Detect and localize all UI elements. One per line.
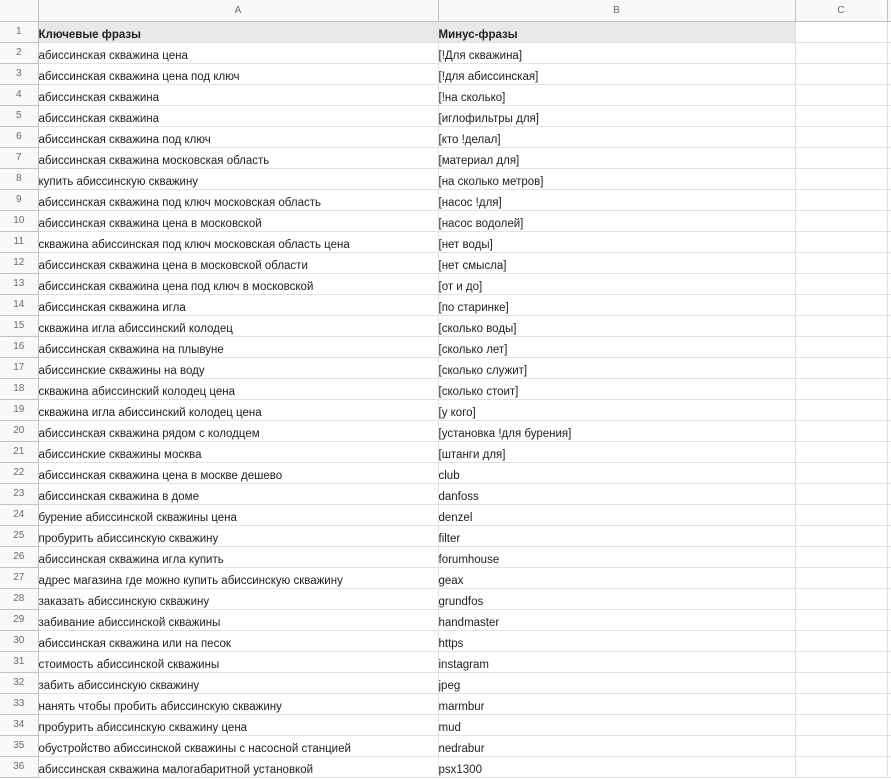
cell-minus-phrase[interactable]: danfoss — [438, 483, 795, 504]
cell-keyword[interactable]: скважина абиссинская под ключ московская область цена — [38, 231, 438, 252]
cell-minus-phrase[interactable]: [на сколько метров] — [438, 168, 795, 189]
cell-filler — [887, 483, 891, 504]
cell-filler — [887, 609, 891, 630]
cell-empty[interactable] — [795, 651, 887, 672]
cell-keyword[interactable]: абиссинская скважина цена — [38, 42, 438, 63]
cell-minus-phrase[interactable]: denzel — [438, 504, 795, 525]
cell-keyword[interactable]: обустройство абиссинской скважины с насосной станцией — [38, 735, 438, 756]
table-row — [0, 441, 891, 462]
table-row — [0, 378, 891, 399]
cell-empty[interactable] — [795, 315, 887, 336]
cell-empty[interactable] — [795, 189, 887, 210]
cell-filler — [887, 105, 891, 126]
column-header-c[interactable]: C — [795, 0, 887, 21]
cell-empty[interactable] — [795, 210, 887, 231]
table-row — [0, 651, 891, 672]
cell-keyword[interactable]: скважина игла абиссинский колодец цена — [38, 399, 438, 420]
cell-keyword[interactable]: абиссинская скважина московская область — [38, 147, 438, 168]
cell-keyword[interactable]: стоимость абиссинской скважины — [38, 651, 438, 672]
cell-empty[interactable] — [795, 168, 887, 189]
table-row — [0, 273, 891, 294]
cell-minus-phrase[interactable]: [сколько стоит] — [438, 378, 795, 399]
table-row — [0, 84, 891, 105]
cell-minus-phrase[interactable]: [насос водолей] — [438, 210, 795, 231]
row-header[interactable]: 17 — [0, 357, 38, 378]
cell-filler — [887, 546, 891, 567]
table-row — [0, 315, 891, 336]
table-row — [0, 105, 891, 126]
cell-keyword[interactable]: абиссинская скважина цена под ключ — [38, 63, 438, 84]
row-header[interactable]: 36 — [0, 756, 38, 777]
cell-filler — [887, 252, 891, 273]
cell-keyword[interactable]: абиссинская скважина игла купить — [38, 546, 438, 567]
cell-keyword[interactable]: забивание абиссинской скважины — [38, 609, 438, 630]
cell-minus-phrase[interactable]: nedrabur — [438, 735, 795, 756]
cell-empty[interactable] — [795, 231, 887, 252]
cell-filler — [887, 42, 891, 63]
cell-minus-phrase[interactable]: [сколько лет] — [438, 336, 795, 357]
cell-minus-phrase[interactable]: [!Для скважина] — [438, 42, 795, 63]
cell-minus-phrase[interactable]: [иглофильтры для] — [438, 105, 795, 126]
cell-empty[interactable] — [795, 735, 887, 756]
row-header[interactable]: 1 — [0, 21, 38, 42]
table-row — [0, 147, 891, 168]
row-header[interactable]: 32 — [0, 672, 38, 693]
cell-minus-phrase[interactable]: [сколько служит] — [438, 357, 795, 378]
table-row — [0, 756, 891, 777]
cell-keyword[interactable]: абиссинская скважина игла — [38, 294, 438, 315]
row-header[interactable]: 2 — [0, 42, 38, 63]
table-row — [0, 189, 891, 210]
row-header[interactable]: 21 — [0, 441, 38, 462]
row-header[interactable]: 5 — [0, 105, 38, 126]
cell-minus-phrase[interactable]: [материал для] — [438, 147, 795, 168]
row-header[interactable]: 8 — [0, 168, 38, 189]
cell-empty[interactable] — [795, 357, 887, 378]
cell-filler — [887, 378, 891, 399]
cell-minus-phrase[interactable]: handmaster — [438, 609, 795, 630]
column-header-filler — [887, 0, 891, 21]
cell-filler — [887, 147, 891, 168]
cell-filler — [887, 399, 891, 420]
cell-minus-phrase[interactable]: [штанги для] — [438, 441, 795, 462]
row-header[interactable]: 24 — [0, 504, 38, 525]
cell-keyword[interactable]: скважина абиссинский колодец цена — [38, 378, 438, 399]
row-header[interactable]: 30 — [0, 630, 38, 651]
column-header-b[interactable]: B — [438, 0, 795, 21]
row-header[interactable]: 25 — [0, 525, 38, 546]
row-header[interactable]: 4 — [0, 84, 38, 105]
cell-filler — [887, 714, 891, 735]
cell-filler — [887, 21, 891, 42]
table-row — [0, 567, 891, 588]
cell-keyword[interactable]: абиссинская скважина — [38, 105, 438, 126]
cell-keyword[interactable]: абиссинская скважина — [38, 84, 438, 105]
cell-filler — [887, 693, 891, 714]
cell-filler — [887, 336, 891, 357]
cell-filler — [887, 567, 891, 588]
cell-filler — [887, 63, 891, 84]
row-header[interactable]: 29 — [0, 609, 38, 630]
cell-empty[interactable] — [795, 441, 887, 462]
row-header[interactable]: 9 — [0, 189, 38, 210]
cell-keyword[interactable]: абиссинские скважины на воду — [38, 357, 438, 378]
row-header[interactable]: 13 — [0, 273, 38, 294]
cell-empty[interactable] — [795, 105, 887, 126]
table-row — [0, 21, 891, 42]
cell-filler — [887, 210, 891, 231]
table-row — [0, 462, 891, 483]
cell-filler — [887, 588, 891, 609]
cell-empty[interactable] — [795, 420, 887, 441]
table-row — [0, 357, 891, 378]
cell-minus-phrase[interactable]: club — [438, 462, 795, 483]
row-header[interactable]: 16 — [0, 336, 38, 357]
cell-minus-phrase[interactable]: [насос !для] — [438, 189, 795, 210]
cell-filler — [887, 504, 891, 525]
cell-keyword[interactable]: адрес магазина где можно купить абиссинскую скважину — [38, 567, 438, 588]
cell-minus-phrase[interactable]: instagram — [438, 651, 795, 672]
cell-filler — [887, 168, 891, 189]
column-header-row — [0, 0, 891, 21]
cell-keyword[interactable]: абиссинская скважина под ключ — [38, 126, 438, 147]
cell-empty[interactable] — [795, 84, 887, 105]
cell-empty[interactable] — [795, 546, 887, 567]
cell-keyword[interactable]: забить абиссинскую скважину — [38, 672, 438, 693]
cell-header-minus-phrases[interactable]: Минус-фразы — [438, 21, 795, 42]
cell-empty[interactable] — [795, 126, 887, 147]
table-row — [0, 210, 891, 231]
cell-keyword[interactable]: абиссинская скважина цена в москве дешево — [38, 462, 438, 483]
row-header[interactable]: 7 — [0, 147, 38, 168]
row-header[interactable]: 26 — [0, 546, 38, 567]
row-header[interactable]: 11 — [0, 231, 38, 252]
cell-minus-phrase[interactable]: https — [438, 630, 795, 651]
cell-keyword[interactable]: пробурить абиссинскую скважину цена — [38, 714, 438, 735]
cell-minus-phrase[interactable]: [установка !для бурения] — [438, 420, 795, 441]
cell-minus-phrase[interactable]: [от и до] — [438, 273, 795, 294]
cell-minus-phrase[interactable]: filter — [438, 525, 795, 546]
cell-minus-phrase[interactable]: jpeg — [438, 672, 795, 693]
cell-empty[interactable] — [795, 672, 887, 693]
cell-keyword[interactable]: абиссинская скважина или на песок — [38, 630, 438, 651]
cell-empty[interactable] — [795, 399, 887, 420]
cell-keyword[interactable]: абиссинская скважина цена в московской — [38, 210, 438, 231]
cell-empty[interactable] — [795, 504, 887, 525]
cell-keyword[interactable]: абиссинская скважина цена под ключ в московской — [38, 273, 438, 294]
table-row — [0, 483, 891, 504]
row-header[interactable]: 34 — [0, 714, 38, 735]
cell-keyword[interactable]: скважина игла абиссинский колодец — [38, 315, 438, 336]
cell-minus-phrase[interactable]: grundfos — [438, 588, 795, 609]
table-row — [0, 399, 891, 420]
cell-filler — [887, 126, 891, 147]
cell-filler — [887, 357, 891, 378]
cell-empty[interactable] — [795, 609, 887, 630]
cell-minus-phrase[interactable]: [нет смысла] — [438, 252, 795, 273]
table-row — [0, 252, 891, 273]
cell-keyword[interactable]: заказать абиссинскую скважину — [38, 588, 438, 609]
cell-keyword[interactable]: абиссинские скважины москва — [38, 441, 438, 462]
cell-keyword[interactable]: бурение абиссинской скважины цена — [38, 504, 438, 525]
table-row — [0, 126, 891, 147]
table-row — [0, 231, 891, 252]
cell-keyword[interactable]: абиссинская скважина на плывуне — [38, 336, 438, 357]
row-header[interactable]: 35 — [0, 735, 38, 756]
cell-keyword[interactable]: абиссинская скважина цена в московской области — [38, 252, 438, 273]
cell-filler — [887, 273, 891, 294]
cell-empty[interactable] — [795, 588, 887, 609]
cell-minus-phrase[interactable]: [у кого] — [438, 399, 795, 420]
row-header[interactable]: 23 — [0, 483, 38, 504]
cell-keyword[interactable]: абиссинская скважина под ключ московская область — [38, 189, 438, 210]
cell-minus-phrase[interactable]: marmbur — [438, 693, 795, 714]
cell-empty[interactable] — [795, 252, 887, 273]
cell-empty[interactable] — [795, 294, 887, 315]
cell-filler — [887, 84, 891, 105]
table-row — [0, 630, 891, 651]
cell-empty[interactable] — [795, 714, 887, 735]
cell-filler — [887, 441, 891, 462]
cell-empty[interactable] — [795, 21, 887, 42]
cell-empty[interactable] — [795, 462, 887, 483]
cell-keyword[interactable]: абиссинская скважина рядом с колодцем — [38, 420, 438, 441]
cell-empty[interactable] — [795, 525, 887, 546]
cell-minus-phrase[interactable]: [кто !делал] — [438, 126, 795, 147]
cell-keyword[interactable]: пробурить абиссинскую скважину — [38, 525, 438, 546]
cell-minus-phrase[interactable]: [сколько воды] — [438, 315, 795, 336]
row-header[interactable]: 14 — [0, 294, 38, 315]
cell-empty[interactable] — [795, 693, 887, 714]
cell-empty[interactable] — [795, 42, 887, 63]
table-row — [0, 714, 891, 735]
cell-filler — [887, 420, 891, 441]
cell-filler — [887, 756, 891, 777]
cell-empty[interactable] — [795, 63, 887, 84]
cell-empty[interactable] — [795, 483, 887, 504]
cell-empty[interactable] — [795, 336, 887, 357]
row-header[interactable]: 12 — [0, 252, 38, 273]
table-row — [0, 693, 891, 714]
table-row — [0, 420, 891, 441]
row-header[interactable]: 31 — [0, 651, 38, 672]
table-row — [0, 504, 891, 525]
cell-filler — [887, 231, 891, 252]
cell-minus-phrase[interactable]: forumhouse — [438, 546, 795, 567]
cell-keyword[interactable]: купить абиссинскую скважину — [38, 168, 438, 189]
cell-minus-phrase[interactable]: [!для абиссинская] — [438, 63, 795, 84]
cell-filler — [887, 630, 891, 651]
row-header[interactable]: 27 — [0, 567, 38, 588]
cell-filler — [887, 525, 891, 546]
row-header[interactable]: 33 — [0, 693, 38, 714]
table-row — [0, 63, 891, 84]
table-row — [0, 42, 891, 63]
cell-minus-phrase[interactable]: mud — [438, 714, 795, 735]
cell-minus-phrase[interactable]: psx1300 — [438, 756, 795, 777]
cell-empty[interactable] — [795, 147, 887, 168]
row-header[interactable]: 20 — [0, 420, 38, 441]
cell-filler — [887, 735, 891, 756]
table-row — [0, 588, 891, 609]
cell-minus-phrase[interactable]: geax — [438, 567, 795, 588]
table-row — [0, 609, 891, 630]
cell-empty[interactable] — [795, 378, 887, 399]
cell-filler — [887, 189, 891, 210]
cell-filler — [887, 462, 891, 483]
row-header[interactable]: 28 — [0, 588, 38, 609]
table-row — [0, 525, 891, 546]
cell-minus-phrase[interactable]: [нет воды] — [438, 231, 795, 252]
row-header[interactable]: 22 — [0, 462, 38, 483]
row-header[interactable]: 6 — [0, 126, 38, 147]
select-all-corner[interactable] — [0, 0, 38, 21]
cell-filler — [887, 651, 891, 672]
cell-keyword[interactable]: абиссинская скважина в доме — [38, 483, 438, 504]
row-header[interactable]: 18 — [0, 378, 38, 399]
table-row — [0, 336, 891, 357]
cell-keyword[interactable]: нанять чтобы пробить абиссинскую скважину — [38, 693, 438, 714]
cell-minus-phrase[interactable]: [по старинке] — [438, 294, 795, 315]
row-header[interactable]: 19 — [0, 399, 38, 420]
cell-filler — [887, 315, 891, 336]
cell-keyword[interactable]: абиссинская скважина малогабаритной установкой — [38, 756, 438, 777]
cell-empty[interactable] — [795, 756, 887, 777]
cell-filler — [887, 294, 891, 315]
column-header-a[interactable]: A — [38, 0, 438, 21]
table-row — [0, 546, 891, 567]
row-header[interactable]: 10 — [0, 210, 38, 231]
table-row — [0, 672, 891, 693]
cell-filler — [887, 672, 891, 693]
row-header[interactable]: 15 — [0, 315, 38, 336]
row-header[interactable]: 3 — [0, 63, 38, 84]
cell-empty[interactable] — [795, 630, 887, 651]
cell-header-keywords[interactable]: Ключевые фразы — [38, 21, 438, 42]
table-row — [0, 168, 891, 189]
table-row — [0, 294, 891, 315]
cell-minus-phrase[interactable]: [!на сколько] — [438, 84, 795, 105]
cell-empty[interactable] — [795, 567, 887, 588]
cell-empty[interactable] — [795, 273, 887, 294]
table-row — [0, 735, 891, 756]
